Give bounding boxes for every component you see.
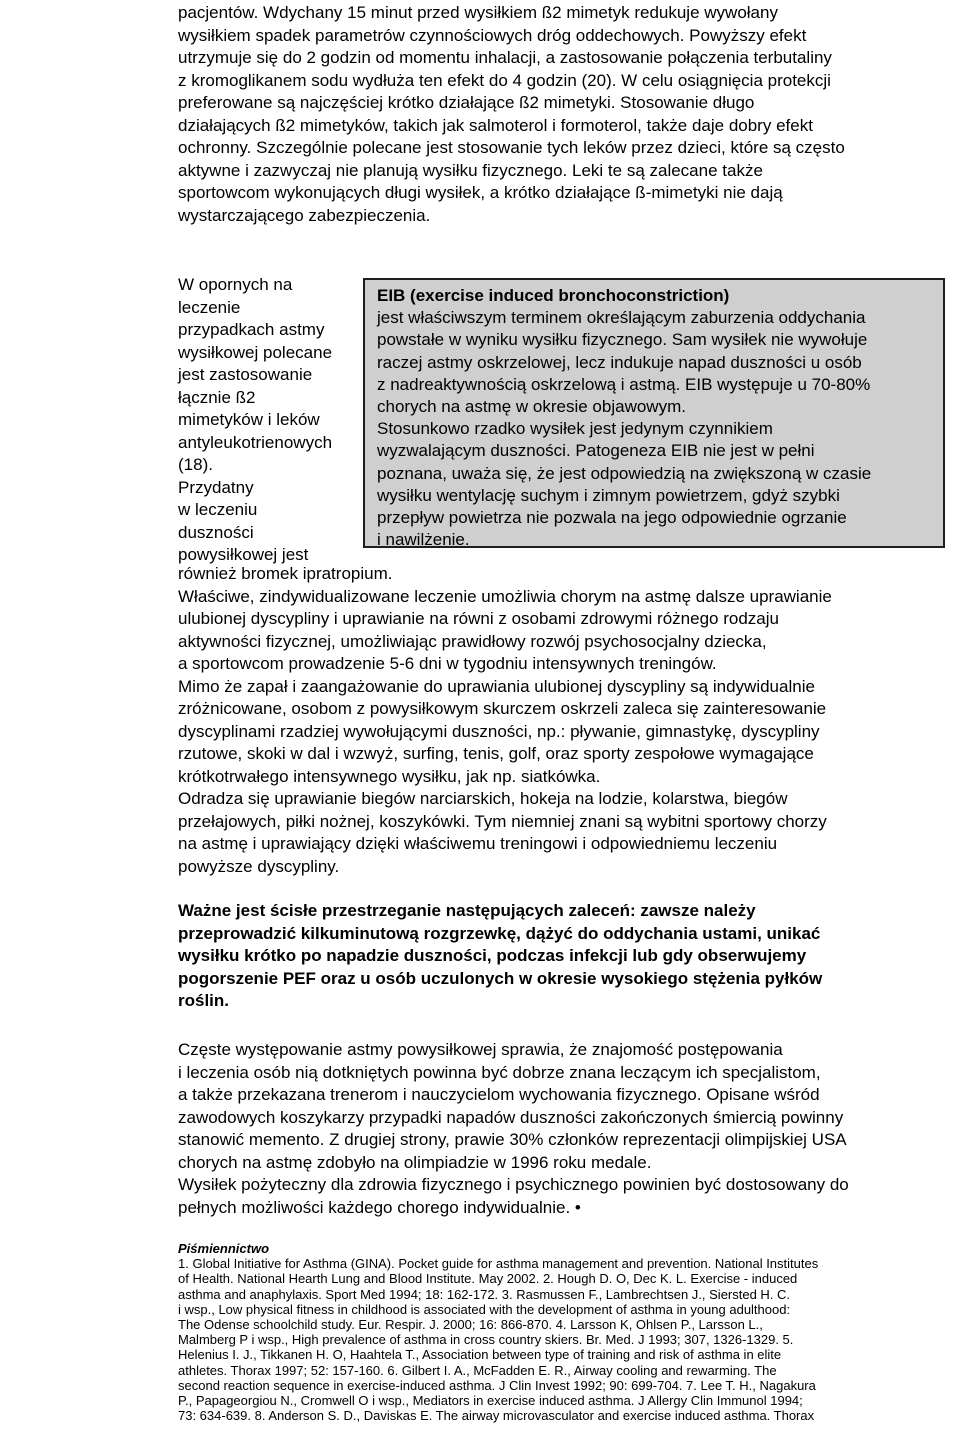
text-line: poznana, uważa się, że jest odpowiedzią na zwiększoną w czasie bbox=[377, 463, 872, 483]
eib-info-box bbox=[363, 278, 945, 548]
text-line: przełajowych, piłki nożnej, koszykówki. Tym niemniej znani są wybitni sportowy chorzy bbox=[178, 811, 827, 831]
text-line: na astmę i uprawiający dzięki właściwemu treningowi i odpowiedniemu leczeniu bbox=[178, 834, 778, 853]
text-line: w leczeniu bbox=[178, 500, 258, 519]
text-line: zróżnicowane, osobom z powysiłkowym skurczem oskrzeli zaleca się zainteresowanie bbox=[178, 699, 827, 718]
text-line: wystarczającego zabezpieczenia. bbox=[178, 205, 431, 225]
main-paragraph bbox=[178, 563, 832, 878]
text-line: Stosunkowo rzadko wysiłek jest jedynym czynnikiem bbox=[377, 419, 773, 439]
text-line: i leczenia osób nią dotkniętych powinna być dobrze znana leczącym ich specjalistom, bbox=[178, 1062, 821, 1082]
reference-line: of Health. National Hearth Lung and Blood Institute. May 2002. 2. Hough D. O, Dec K. L. Exercise - induced bbox=[178, 1271, 798, 1287]
text-line: z nadreaktywnością oskrzelową i astmą. EIB występuje u 70-80% bbox=[377, 374, 871, 394]
text-line: Wysiłek pożyteczny dla zdrowia fizycznego i psychicznego powinien być dostosowany do bbox=[178, 1175, 849, 1194]
closing-paragraph bbox=[178, 1039, 849, 1219]
text-line: rzutowe, skoki w dal i wzwyż, surfing, tenis, golf, oraz sporty zespołowe wymagające bbox=[178, 744, 814, 763]
text-line: chorych na astmę zdobyło na olimpiadzie w 1996 roku medale. bbox=[178, 1152, 652, 1172]
text-line: a także przekazana trenerom i nauczycielom wychowania fizycznego. Opisane wśród bbox=[178, 1085, 820, 1104]
text-line: wyzwalającym duszności. Patogeneza EIB nie jest w pełni bbox=[377, 441, 815, 461]
text-line: chorych na astmę w okresie objawowym. bbox=[377, 397, 686, 417]
text-line: przypadkach astmy bbox=[178, 320, 325, 339]
text-line: wysiłku krótko po napadzie duszności, podczas infekcji lub gdy obserwujemy bbox=[178, 946, 807, 965]
text-line: (18). bbox=[178, 455, 213, 474]
reference-line: asthma and anaphylaxis. Sport Med 1994; 18: 162-172. 3. Rasmussen F., Lambrechtsen J., Siersted H. C. bbox=[178, 1286, 791, 1302]
text-line: Mimo że zapał i zaangażowanie do uprawiania ulubionej dyscypliny są indywidualnie bbox=[178, 676, 815, 696]
intro-paragraph bbox=[178, 2, 845, 227]
text-line: powstałe w wyniku wysiłku fizycznego. Sam wysiłek nie wywołuje bbox=[377, 330, 868, 350]
recommendations-paragraph bbox=[178, 900, 822, 1013]
text-line: aktywne i zazwyczaj nie planują wysiłku fizycznego. Leki te są zalecane także bbox=[178, 160, 763, 180]
text-line: aktywności fizycznej, umożliwiając prawidłowy rozwój psychosocjalny dziecka, bbox=[178, 631, 767, 651]
text-line: z kromoglikanem sodu wydłuża ten efekt do 4 godzin (20). W celu osiągnięcia protekcji bbox=[178, 70, 831, 90]
text-line: pełnych możliwości każdego chorego indywidualnie. • bbox=[178, 1197, 581, 1217]
text-line: i nawilżenie. bbox=[377, 530, 470, 550]
text-line: Właściwe, zindywidualizowane leczenie umożliwia chorym na astmę dalsze uprawianie bbox=[178, 586, 832, 606]
text-line: ulubionej dyscypliny i uprawianie na równi z osobami zdrowymi różnego rodzaju bbox=[178, 609, 779, 628]
text-line: ochronny. Szczególnie polecane jest stosowanie tych leków przez dzieci, które są często bbox=[178, 138, 845, 157]
text-line: przepływ powietrza nie pozwala na jego odpowiednie ogrzanie bbox=[377, 508, 847, 528]
text-line: W opornych na bbox=[178, 275, 293, 294]
reference-line: P., Papageorgiou N., Cromwell O i wsp., Mediators in exercise induced asthma. J Allergy Clin Immunol 1994; bbox=[178, 1393, 803, 1409]
text-line: zawodowych koszykarzy przypadki napadów duszności zakończonych śmiercią powinny bbox=[178, 1107, 844, 1127]
reference-line: Malmberg P i wsp., High prevalence of asthma in cross country skiers. Br. Med. J 1993; 307, 1326-1329. 5. bbox=[178, 1332, 794, 1348]
text-line: raczej astmy oskrzelowej, lecz indukuje napad duszności u osób bbox=[377, 352, 862, 372]
reference-line: i wsp., Low physical fitness in childhood is associated with the development of asthma in young adulthood: bbox=[178, 1301, 791, 1317]
box-title: EIB (exercise induced bronchoconstriction) bbox=[377, 286, 730, 305]
text-line: Odradza się uprawianie biegów narciarskich, hokeja na lodzie, kolarstwa, biegów bbox=[178, 789, 788, 808]
text-line: wysiłkowej polecane bbox=[178, 342, 333, 362]
text-line: powysiłkowej jest bbox=[178, 545, 309, 564]
text-line: Przydatny bbox=[178, 477, 254, 497]
text-line: leczenie bbox=[178, 297, 241, 317]
text-line: a sportowcom prowadzenie 5-6 dni w tygodniu intensywnych treningów. bbox=[178, 654, 717, 673]
text-line: duszności bbox=[178, 522, 254, 542]
text-line: wysiłkiem spadek parametrów czynnościowych dróg oddechowych. Powyższy efekt bbox=[178, 25, 807, 45]
text-line: jest zastosowanie bbox=[178, 365, 313, 384]
references-title: Piśmiennictwo bbox=[178, 1241, 270, 1256]
text-line: preferowane są najczęściej krótko działające ß2 mimetyki. Stosowanie długo bbox=[178, 93, 755, 112]
reference-line: Helenius I. J., Tikkanen H. O, Haahtela T., Association between type of training and risk of asthma in elite bbox=[178, 1347, 782, 1363]
text-line: krótkotrwałego intensywnego wysiłku, jak np. siatkówka. bbox=[178, 766, 601, 786]
text-line: jest właściwszym terminem określającym zaburzenia oddychania bbox=[377, 308, 866, 328]
text-line: łącznie ß2 bbox=[178, 387, 256, 407]
reference-line: 73: 634-639. 8. Anderson S. D., Daviskas E. The airway microvasculator and exercise induced asthma. Thorax bbox=[178, 1408, 815, 1424]
reference-line: second reaction sequence in exercise-induced asthma. J Clin Invest 1992; 90: 699-704. 7. Lee T. H., Nagakura bbox=[178, 1377, 816, 1393]
text-line: antyleukotrienowych bbox=[178, 432, 333, 452]
text-line: powyższe dyscypliny. bbox=[178, 856, 340, 876]
side-paragraph bbox=[178, 274, 332, 567]
text-line: działających ß2 mimetyków, takich jak salmoterol i formoterol, także daje dobry efekt bbox=[178, 115, 813, 135]
text-line: przeprowadzić kilkuminutową rozgrzewkę, dążyć do oddychania ustami, unikać bbox=[178, 923, 821, 943]
text-line: roślin. bbox=[178, 991, 230, 1010]
text-line: utrzymuje się do 2 godzin od momentu inhalacji, a zastosowanie połączenia terbutaliny bbox=[178, 48, 832, 67]
text-line: sportowcom wykonujących długi wysiłek, a krótko działające ß-mimetyki nie dają bbox=[178, 183, 783, 202]
text-line: wysiłku wentylację suchym i zimnym powietrzem, gdyż szybki bbox=[377, 485, 840, 505]
reference-line: The Odense schoolchild study. Eur. Respir. J. 2000; 16: 866-870. 4. Larsson K, Ohlsen P., Larsson L., bbox=[178, 1317, 763, 1333]
text-line: dyscyplinami rzadziej wywołującymi duszności, np.: pływanie, gimnastykę, dyscypliny bbox=[178, 721, 820, 741]
references-section bbox=[178, 1241, 818, 1423]
text-line: również bromek ipratropium. bbox=[178, 564, 393, 583]
text-line: mimetyków i leków bbox=[178, 410, 320, 429]
text-line: stanowić memento. Z drugiej strony, prawie 30% członków reprezentacji olimpijskiej USA bbox=[178, 1130, 847, 1149]
text-line: Ważne jest ścisłe przestrzeganie następujących zaleceń: zawsze należy bbox=[178, 901, 756, 920]
text-line: pogorszenie PEF oraz u osób uczulonych w okresie wysokiego stężenia pyłków bbox=[178, 968, 823, 988]
text-line: Częste występowanie astmy powysiłkowej sprawia, że znajomość postępowania bbox=[178, 1040, 783, 1059]
reference-line: 1. Global Initiative for Asthma (GINA). Pocket guide for asthma management and prevention. National Institutes bbox=[178, 1256, 819, 1272]
text-line: pacjentów. Wdychany 15 minut przed wysiłkiem ß2 mimetyk redukuje wywołany bbox=[178, 3, 778, 22]
reference-line: athletes. Thorax 1997; 52: 157-160. 6. Gilbert I. A., McFadden E. R., Airway cooling and rewarming. The bbox=[178, 1362, 777, 1378]
